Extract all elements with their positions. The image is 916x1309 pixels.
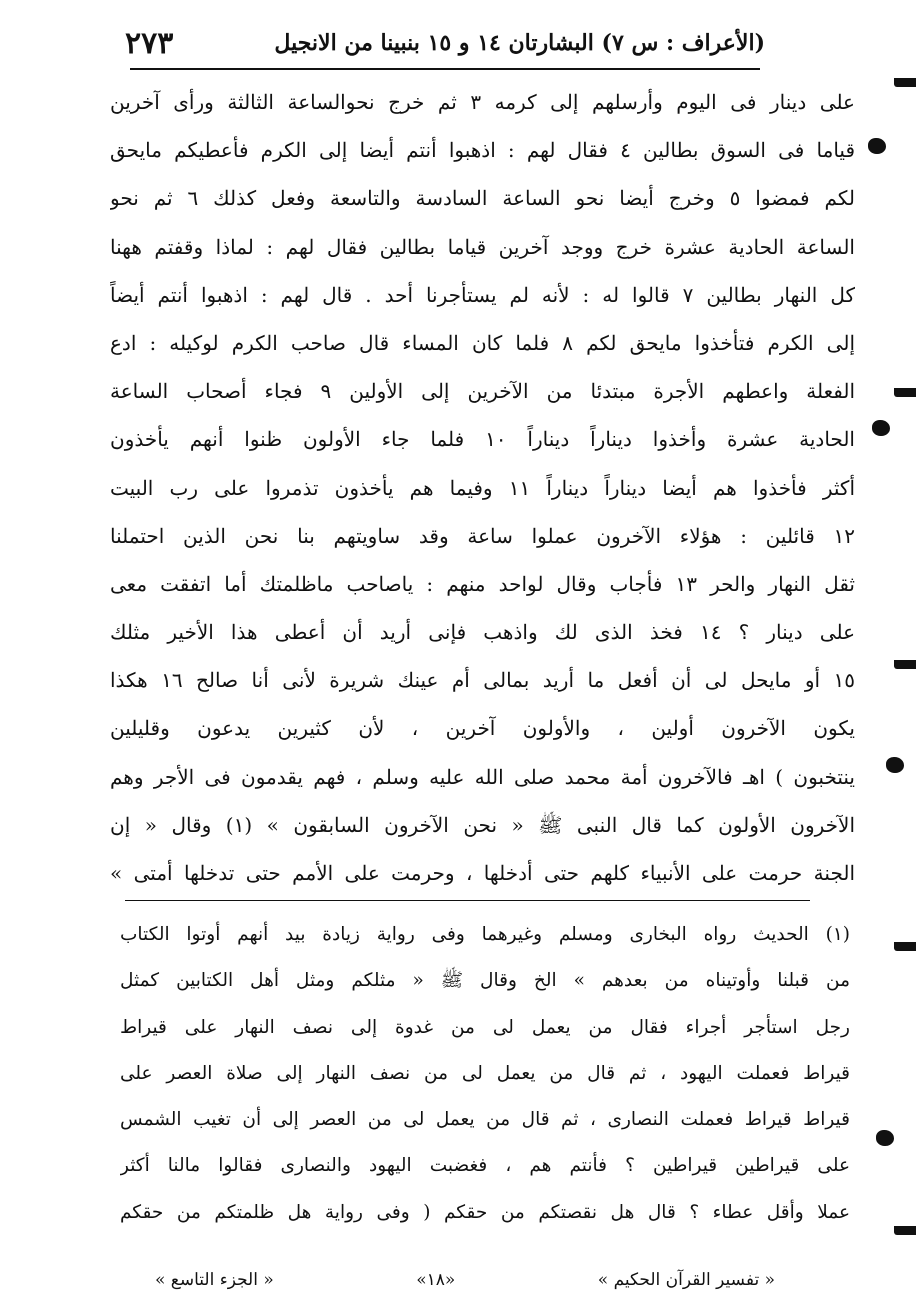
scan-edge-mark	[894, 1226, 916, 1235]
page-footer	[155, 1262, 775, 1298]
scan-edge-mark	[894, 942, 916, 951]
scan-ink-blot	[886, 757, 904, 773]
footnote-rule	[125, 900, 810, 901]
scan-ink-blot	[876, 1130, 894, 1146]
footnote-line: قيراط قيراط فعملت النصارى ، ثم قال من يعمل لى من العصر إلى أن تغيب الشمس	[120, 1109, 850, 1131]
running-title: (الأعراف : س ٧) البشارتان ١٤ و ١٥ بنبينا من الانجيل	[274, 30, 765, 56]
text-line: الفعلة واعطهم الأجرة مبتدئا من الآخرين إلى الأولين ٩ فجاء أصحاب الساعة	[110, 379, 855, 404]
text-line: كل النهار بطالين ٧ قالوا له : لأنه لم يستأجرنا أحد . قال لهم : اذهبوا أنتم أيضاً	[110, 282, 855, 307]
footnote-line: رجل استأجر أجراء فقال من يعمل لى من غدوة إلى نصف النهار على قيراط	[120, 1016, 850, 1038]
footer-part: « الجزء التاسع »	[155, 1270, 274, 1290]
footnote-line: قيراط فعملت اليهود ، ثم قال من يعمل لى من نصف النهار إلى صلاة العصر على	[120, 1062, 850, 1084]
text-line: على دينار فى اليوم وأرسلهم إلى كرمه ٣ ثم خرج نحوالساعة الثالثة ورأى آخرين	[110, 90, 855, 114]
text-line: على دينار ؟ ١٤ فخذ الذى لك واذهب فإنى أريد أن أعطى هذا الأخير مثلك	[110, 620, 855, 645]
footnote-line: (١) الحديث رواه البخارى ومسلم وغيرهما وفى رواية زيادة بيد أنهم أوتوا الكتاب	[120, 924, 850, 945]
text-line: الآخرون الأولون كما قال النبى ﷺ « نحن الآخرون السابقون » (١) وقال « إن	[110, 812, 855, 837]
page-number: ٢٧٣	[125, 25, 174, 61]
text-line: ينتخبون ) اهـ فالآخرون أمة محمد صلى الله عليه وسلم ، فهم يقدمون فى الأجر وهم	[110, 764, 855, 789]
text-line: إلى الكرم فتأخذوا مايحق لكم ٨ فلما كان المساء قال صاحب الكرم لوكيله : ادع	[110, 330, 855, 355]
footnote-line: عملا وأقل عطاء ؟ قال هل نقصتكم من حقكم ( وفى رواية هل ظلمتكم من حقكم	[120, 1201, 850, 1223]
scan-ink-blot	[868, 138, 886, 154]
scan-edge-mark	[894, 388, 916, 397]
header-rule	[130, 68, 760, 70]
text-line: ١٢ قائلين : هؤلاء الآخرون عملوا ساعة وقد ساويتهم بنا نحن الذين احتملنا	[110, 523, 855, 548]
text-line: ثقل النهار والحر ١٣ فأجاب وقال لواحد منهم : ياصاحب ماظلمتك أما اتفقت معى	[110, 571, 855, 596]
main-text	[110, 78, 855, 897]
scan-edge-mark	[894, 78, 916, 87]
scan-edge-mark	[894, 660, 916, 669]
text-line: لكم فمضوا ٥ وخرج أيضا نحو الساعة السادسة والتاسعة وفعل كذلك ٦ ثم نحو	[110, 186, 855, 211]
text-line: ١٥ أو مايحل لى أن أفعل ما أريد بمالى أم عينك شريرة لأنى أنا صالح ١٦ هكذا	[110, 668, 855, 693]
footnotes	[120, 912, 850, 1236]
footnote-line: من قبلنا وأوتيناه من بعدهم » الخ وقال ﷺ « مثلكم ومثل أهل الكتابين كمثل	[120, 970, 850, 992]
footer-sheet-number: «١٨»	[416, 1270, 456, 1290]
text-line: أكثر فأخذوا هم أيضا ديناراً ديناراً ١١ وفيما هم يأخذون تذمروا على رب البيت	[110, 475, 855, 500]
text-line: قياما فى السوق بطالين ٤ فقال لهم : اذهبوا أنتم أيضا إلى الكرم فأعطيكم مايحق	[110, 138, 855, 163]
text-line: الحادية عشرة وأخذوا ديناراً ديناراً ١٠ فلما جاء الأولون ظنوا أنهم يأخذون	[110, 427, 855, 452]
page-header	[125, 18, 765, 68]
footer-book-title: « تفسير القرآن الحكيم »	[597, 1270, 775, 1290]
scan-ink-blot	[872, 420, 890, 436]
text-line: الجنة حرمت على الأنبياء كلهم حتى أدخلها ، وحرمت على الأمم حتى تدخلها أمتى »	[110, 861, 855, 885]
footnote-line: على قيراطين قيراطين ؟ فأنتم هم ، فغضبت اليهود والنصارى فقالوا مالنا أكثر	[120, 1155, 850, 1177]
text-line: يكون الآخرون أولين ، والأولون آخرين ، لأن كثيرين يدعون وقليلين	[110, 716, 855, 741]
text-line: الساعة الحادية عشرة خرج ووجد آخرين قياما بطالين فقال لهم : لماذا وقفتم ههنا	[110, 234, 855, 259]
